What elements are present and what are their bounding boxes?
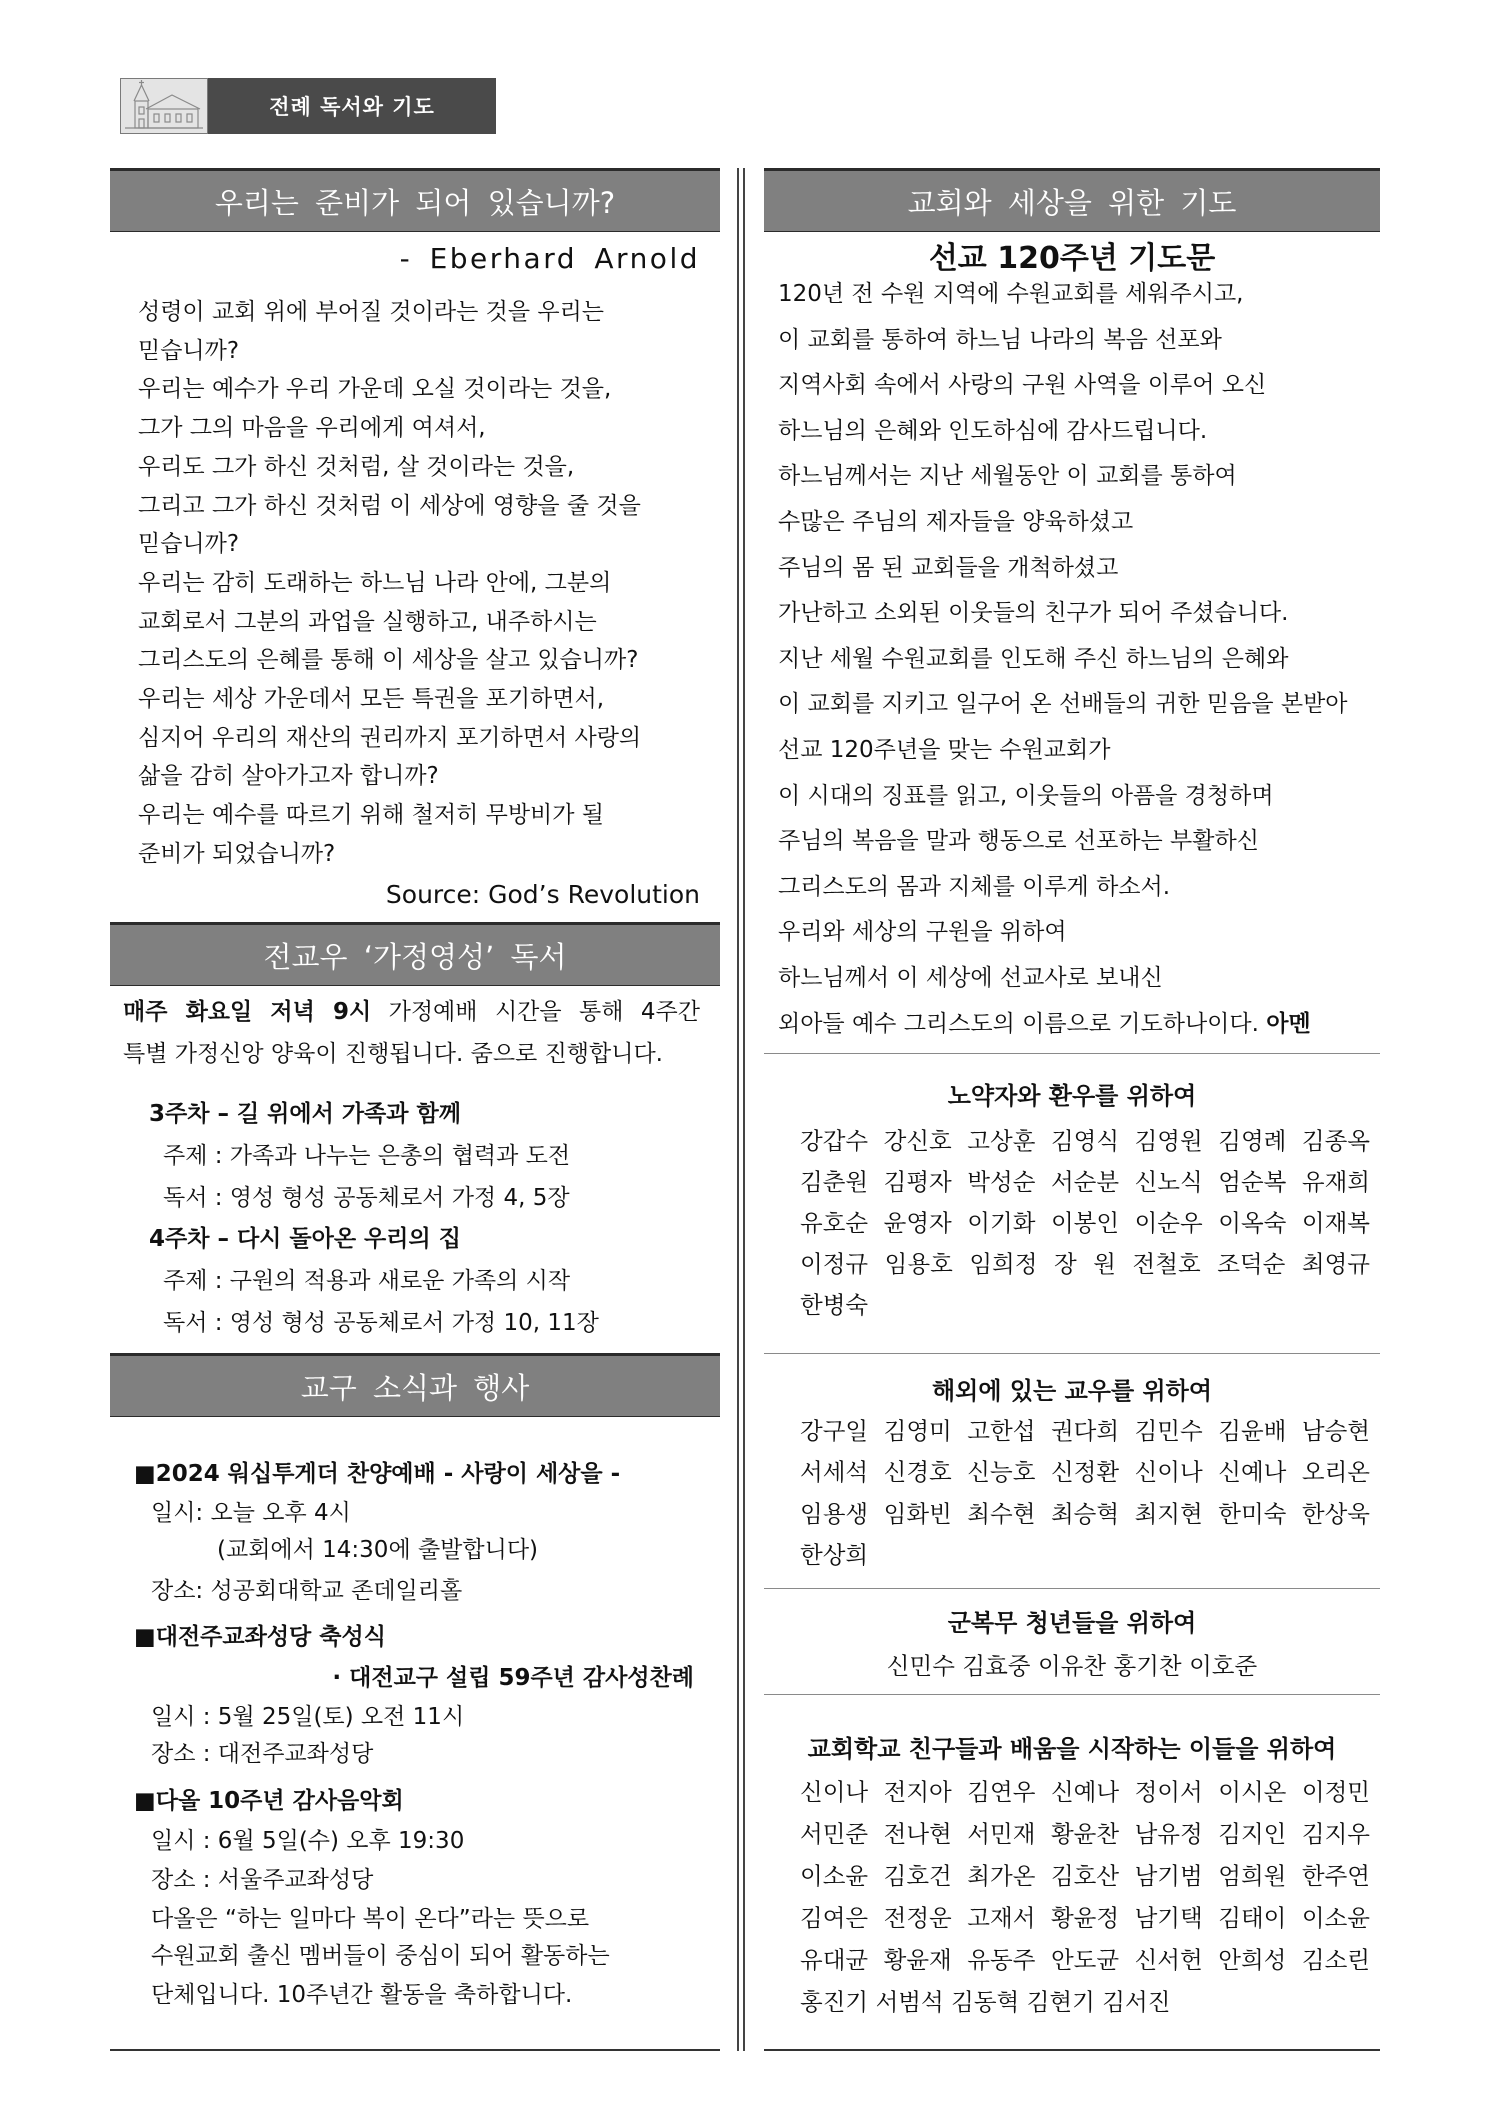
week-reading: 독서 : 영성 형성 공동체로서 가정 4, 5장 <box>163 1184 570 1211</box>
news-detail: 장소: 성공회대학교 존데일리홀 <box>151 1578 463 1604</box>
group-title-church-school: 교회학교 친구들과 배움을 시작하는 이들을 위하여 <box>807 1735 1337 1763</box>
prayer-line: 하느님께서는 지난 세월동안 이 교회를 통하여 <box>778 463 1237 490</box>
prayer-line: 선교 120주년을 맞는 수원교회가 <box>778 736 1111 763</box>
prayer-line: 하느님께서 이 세상에 선교사로 보내신 <box>778 964 1163 991</box>
name-row: 서세석 신경호 신능호 신정환 신이나 신예나 오리온 <box>800 1458 1370 1487</box>
news-detail: 일시 : 5월 25일(토) 오전 11시 <box>151 1704 465 1730</box>
name-row: 신이나 전지아 김연우 신예나 정이서 이시온 이정민 <box>800 1778 1370 1806</box>
reflection-line: 우리는 예수를 따르기 위해 철저히 무방비가 될 <box>138 802 605 829</box>
name-row: 한상희 <box>800 1540 869 1569</box>
news-heading: ■대전주교좌성당 축성식 <box>134 1624 386 1650</box>
news-detail: 장소 : 대전주교좌성당 <box>151 1741 374 1767</box>
intro-line-1 <box>123 992 700 1034</box>
prayer-line: 주님의 몸 된 교회들을 개척하셨고 <box>778 554 1119 581</box>
prayer-line: 지난 세월 수원교회를 인도해 주신 하느님의 은혜와 <box>778 645 1289 672</box>
prayer-amen: 아멘 <box>1266 1010 1311 1037</box>
family-reading-weeks <box>149 1094 720 1345</box>
right-bottom-rule <box>764 2049 1380 2051</box>
section-title-news: 교구 소식과 행사 <box>110 1353 720 1417</box>
prayer-line: 이 교회를 지키고 일구어 온 선배들의 귀한 믿음을 본받아 <box>778 691 1348 718</box>
group-divider <box>764 1053 1380 1054</box>
prayer-line: 수많은 주님의 제자들을 양육하셨고 <box>778 508 1134 535</box>
group-names-church-school <box>800 1771 1370 2023</box>
name-row: 김춘원 김평자 박성순 서순분 신노식 엄순복 유재희 <box>800 1168 1370 1196</box>
reflection-author: - Eberhard Arnold <box>399 242 700 275</box>
news-detail: 다올은 “하는 일마다 복이 온다”라는 뜻으로 <box>151 1906 590 1932</box>
prayer-title: 선교 120주년 기도문 <box>928 241 1216 276</box>
reflection-line: 우리는 감히 도래하는 하느님 나라 안에, 그분의 <box>138 569 612 596</box>
group-names-elderly-sick <box>800 1121 1370 1326</box>
week-heading: 3주차 – 길 위에서 가족과 함께 <box>149 1101 461 1127</box>
column-divider-right <box>743 168 745 2051</box>
name-row: 임용생 임화빈 최수현 최승혁 최지현 한미숙 한상욱 <box>800 1499 1370 1528</box>
group-divider <box>764 1353 1380 1354</box>
news-subheading: · 대전교구 설립 59주년 감사성찬례 <box>332 1665 694 1691</box>
prayer-line: 우리와 세상의 구원을 위하여 <box>778 919 1067 946</box>
column-divider-left <box>737 168 739 2051</box>
prayer-line: 그리스도의 몸과 지체를 이루게 하소서. <box>778 873 1171 900</box>
section-title-family-reading: 전교우 ‘가정영성’ 독서 <box>110 922 720 986</box>
news-detail: 장소 : 서울주교좌성당 <box>151 1867 374 1893</box>
news-detail: 단체입니다. 10주년간 활동을 축하합니다. <box>151 1982 573 2008</box>
prayer-line: 120년 전 수원 지역에 수원교회를 세워주시고, <box>778 281 1244 307</box>
news-heading: ■2024 워십투게더 찬양예배 - 사랑이 세상을 - <box>134 1461 621 1487</box>
news-detail: 일시 : 6월 5일(수) 오후 19:30 <box>151 1828 465 1854</box>
intro-line-2: 특별 가정신앙 양육이 진행됩니다. 줌으로 진행합니다. <box>123 1040 663 1067</box>
news-detail: 수원교회 출신 멤버들이 중심이 되어 활동하는 <box>151 1943 610 1969</box>
prayer-text <box>778 272 1380 1047</box>
reflection-line: 삶을 감히 살아가고자 합니까? <box>138 763 439 790</box>
news-detail: (교회에서 14:30에 출발합니다) <box>217 1537 539 1563</box>
name-row: 강갑수 강신호 고상훈 김영식 김영원 김영례 김종옥 <box>800 1127 1370 1155</box>
page-header <box>120 78 496 134</box>
name-row: 유대균 황윤재 유동주 안도균 신서헌 안희성 김소린 <box>800 1946 1370 1974</box>
family-reading-intro <box>123 992 700 1075</box>
group-title-overseas: 해외에 있는 교우를 위하여 <box>931 1377 1213 1405</box>
name-row: 강구일 김영미 고한섭 권다희 김민수 김윤배 남승현 <box>800 1417 1370 1445</box>
prayer-line: 외아들 예수 그리스도의 이름으로 기도하나이다. <box>778 1010 1259 1037</box>
reflection-line: 그가 그의 마음을 우리에게 여셔서, <box>138 415 486 442</box>
group-names-military: 신민수 김효중 이유찬 홍기찬 이호준 <box>886 1652 1258 1680</box>
group-divider <box>764 1588 1380 1589</box>
name-row: 이정규 임용호 임희정 장 원 전철호 조덕순 최영규 <box>800 1250 1370 1278</box>
reflection-line: 우리는 예수가 우리 가운데 오실 것이라는 것을, <box>138 376 612 403</box>
name-row: 서민준 전나현 서민재 황윤찬 남유정 김지인 김지우 <box>800 1820 1370 1848</box>
group-title-elderly-sick: 노약자와 환우를 위하여 <box>947 1082 1197 1110</box>
section-title-reflection: 우리는 준비가 되어 있습니까? <box>110 168 720 232</box>
prayer-line: 주님의 복음을 말과 행동으로 선포하는 부활하신 <box>778 828 1259 855</box>
reflection-line: 우리도 그가 하신 것처럼, 살 것이라는 것을, <box>138 453 575 480</box>
reflection-line: 그리스도의 은혜를 통해 이 세상을 살고 있습니까? <box>138 647 639 674</box>
name-row: 한병숙 <box>800 1291 869 1319</box>
prayer-line-final <box>778 1002 1380 1048</box>
left-bottom-rule <box>110 2049 720 2051</box>
reflection-line: 준비가 되었습니까? <box>138 840 336 867</box>
reflection-line: 교회로서 그분의 과업을 실행하고, 내주하시는 <box>138 608 597 635</box>
reflection-source: Source: God’s Revolution <box>385 880 700 909</box>
intro-bold: 매주 화요일 저녁 9시 <box>123 999 372 1025</box>
group-divider <box>764 1694 1380 1695</box>
prayer-line: 가난하고 소외된 이웃들의 친구가 되어 주셨습니다. <box>778 600 1289 627</box>
news-detail: 일시: 오늘 오후 4시 <box>151 1500 351 1526</box>
intro-rest: 가정예배 시간을 통해 4주간 <box>388 999 700 1025</box>
reflection-text <box>138 293 720 874</box>
name-row: 이소윤 김호건 최가온 김호산 남기범 엄희원 한주연 <box>800 1862 1370 1890</box>
week-theme: 주제 : 가족과 나누는 은총의 협력과 도전 <box>163 1142 571 1169</box>
week-theme: 주제 : 구원의 적용과 새로운 가족의 시작 <box>163 1268 571 1295</box>
prayer-line: 하느님의 은혜와 인도하심에 감사드립니다. <box>778 417 1208 444</box>
name-row: 유호순 윤영자 이기화 이봉인 이순우 이옥숙 이재복 <box>800 1209 1370 1237</box>
section-title-prayer: 교회와 세상을 위한 기도 <box>764 168 1380 232</box>
reflection-line: 믿습니까? <box>138 337 240 364</box>
week-reading: 독서 : 영성 형성 공동체로서 가정 10, 11장 <box>163 1309 599 1336</box>
group-names-overseas <box>800 1411 1370 1576</box>
week-heading: 4주차 – 다시 돌아온 우리의 집 <box>149 1226 461 1253</box>
news-heading: ■다올 10주년 감사음악회 <box>134 1788 404 1814</box>
reflection-line: 심지어 우리의 재산의 권리까지 포기하면서 사랑의 <box>138 724 642 751</box>
prayer-line: 지역사회 속에서 사랑의 구원 사역을 이루어 오신 <box>778 372 1267 399</box>
reflection-line: 성령이 교회 위에 부어질 것이라는 것을 우리는 <box>138 299 605 325</box>
reflection-line: 믿습니까? <box>138 531 240 558</box>
prayer-line: 이 교회를 통하여 하느님 나라의 복음 선포와 <box>778 326 1222 353</box>
group-title-military: 군복무 청년들을 위하여 <box>947 1609 1197 1637</box>
name-row: 김여은 전정운 고재서 황윤정 남기택 김태이 이소윤 <box>800 1904 1370 1932</box>
church-icon <box>120 78 208 134</box>
header-title: 전례 독서와 기도 <box>208 78 496 134</box>
prayer-line: 이 시대의 징표를 읽고, 이웃들의 아픔을 경청하며 <box>778 782 1274 809</box>
reflection-line: 그리고 그가 하신 것처럼 이 세상에 영향을 줄 것을 <box>138 492 641 519</box>
name-row: 홍진기 서범석 김동혁 김현기 김서진 <box>800 1988 1171 2016</box>
reflection-line: 우리는 세상 가운데서 모든 특권을 포기하면서, <box>138 686 605 713</box>
